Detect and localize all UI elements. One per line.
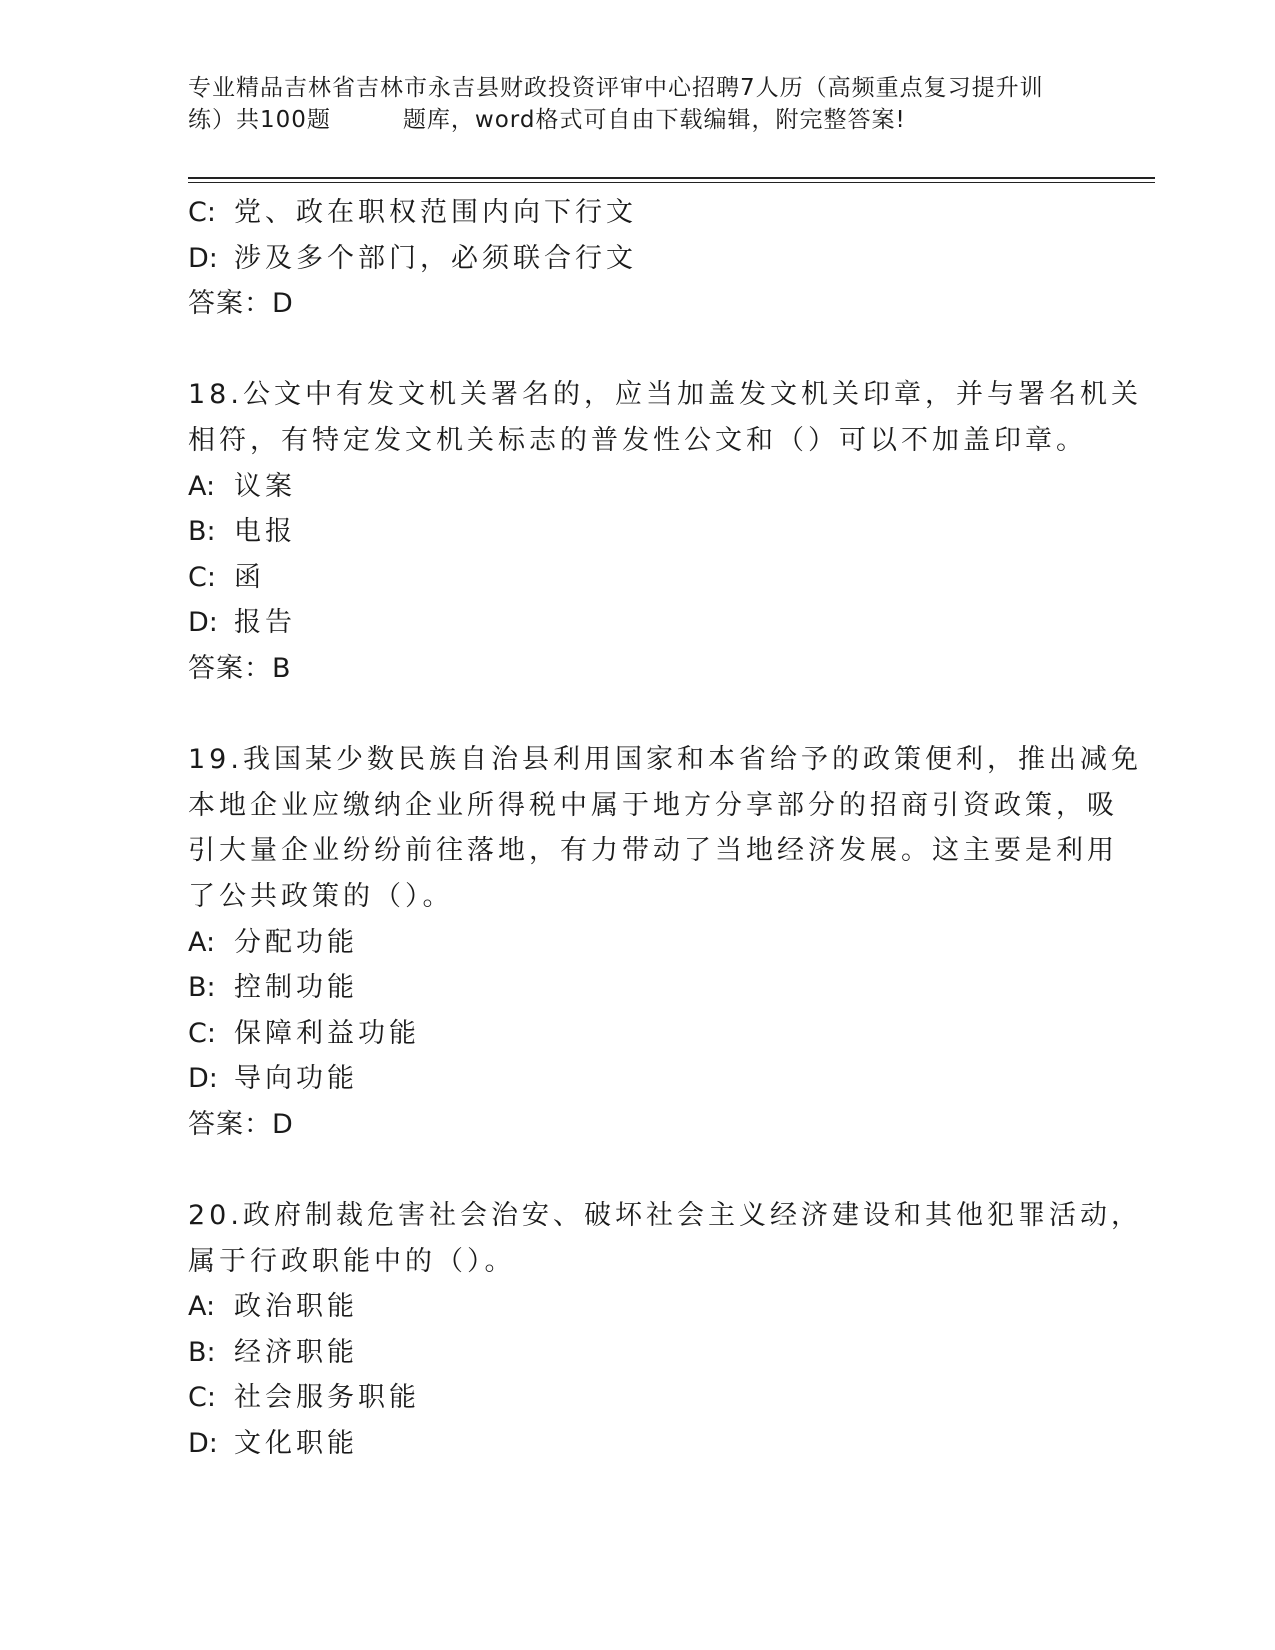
header-title-line-2-a: 练）共100题 [188,107,331,133]
question-stem-line: 相符，有特定发文机关标志的普发性公文和（）可以不加盖印章。 [188,424,1087,456]
option-text: 涉及多个部门，必须联合行文 [234,242,637,274]
option-text: 议案 [234,470,296,502]
option-text: 经济职能 [234,1336,358,1368]
question-stem-line: 属于行政职能中的（）。 [188,1245,516,1277]
question-stem-line: 19.我国某少数民族自治县利用国家和本省给予的政策便利，推出减免 [188,744,1142,776]
option-text: 报告 [234,607,296,639]
option-text: 电报 [234,516,296,548]
option-letter: D: [188,1063,218,1095]
option-b [188,1330,1088,1376]
option-letter: B: [188,972,216,1004]
option-text: 文化职能 [234,1428,358,1460]
option-d [188,1056,1088,1102]
option-a [188,920,1088,966]
header-title-line-1: 专业精品吉林省吉林市永吉县财政投资评审中心招聘7人历（高频重点复习提升训 [188,75,1044,101]
option-c [188,555,1088,601]
option-text: 保障利益功能 [234,1017,420,1049]
option-text: 导向功能 [234,1063,358,1095]
option-text: 函 [234,561,265,593]
document-body [188,190,1142,1467]
question-stem-line: 本地企业应缴纳企业所得税中属于地方分享部分的招商引资政策，吸 [188,789,1118,821]
option-letter: C: [188,1382,216,1414]
answer-line: 答案：D [188,1108,294,1140]
header-title-line-2-b: 题库，word格式可自由下载编辑，附完整答案! [402,107,906,133]
option-a [188,1284,1088,1330]
question-17-continued [188,190,1088,327]
option-text: 社会服务职能 [234,1382,420,1414]
option-d [188,236,1088,282]
question-spacer [188,692,1088,738]
option-letter: B: [188,516,216,548]
option-letter: A: [188,470,216,502]
question-stem-line: 18.公文中有发文机关署名的，应当加盖发文机关印章，并与署名机关 [188,379,1142,411]
header-divider-thin [188,182,1155,183]
document-header [188,72,1088,136]
question-19 [188,737,1142,1147]
question-stem-line: 引大量企业纷纷前往落地，有力带动了当地经济发展。这主要是利用 [188,835,1118,867]
question-stem-line: 20.政府制裁危害社会治安、破坏社会主义经济建设和其他犯罪活动， [188,1200,1142,1232]
question-spacer [188,1147,1088,1193]
option-text: 党、政在职权范围内向下行文 [234,197,637,228]
answer-line: 答案：B [188,652,292,684]
option-b [188,965,1088,1011]
option-letter: C: [188,197,216,228]
option-c [188,190,1088,236]
question-18 [188,372,1142,691]
option-letter: C: [188,561,216,593]
option-c [188,1375,1088,1421]
question-20 [188,1193,1142,1467]
question-spacer [188,327,1088,373]
header-title-line-2 [188,104,1088,136]
header-divider-thick [188,177,1155,179]
answer-line: 答案：D [188,288,294,320]
option-c [188,1011,1088,1057]
option-letter: C: [188,1017,216,1049]
option-a [188,464,1088,510]
question-stem-line: 了公共政策的（）。 [188,880,454,912]
option-d [188,1421,1088,1467]
option-letter: D: [188,1428,218,1460]
option-letter: D: [188,242,218,274]
option-d [188,600,1088,646]
option-letter: A: [188,926,216,958]
option-letter: A: [188,1291,216,1323]
option-letter: D: [188,607,218,639]
option-text: 分配功能 [234,926,358,958]
option-letter: B: [188,1336,216,1368]
option-b [188,509,1088,555]
option-text: 控制功能 [234,972,358,1004]
option-text: 政治职能 [234,1291,358,1323]
